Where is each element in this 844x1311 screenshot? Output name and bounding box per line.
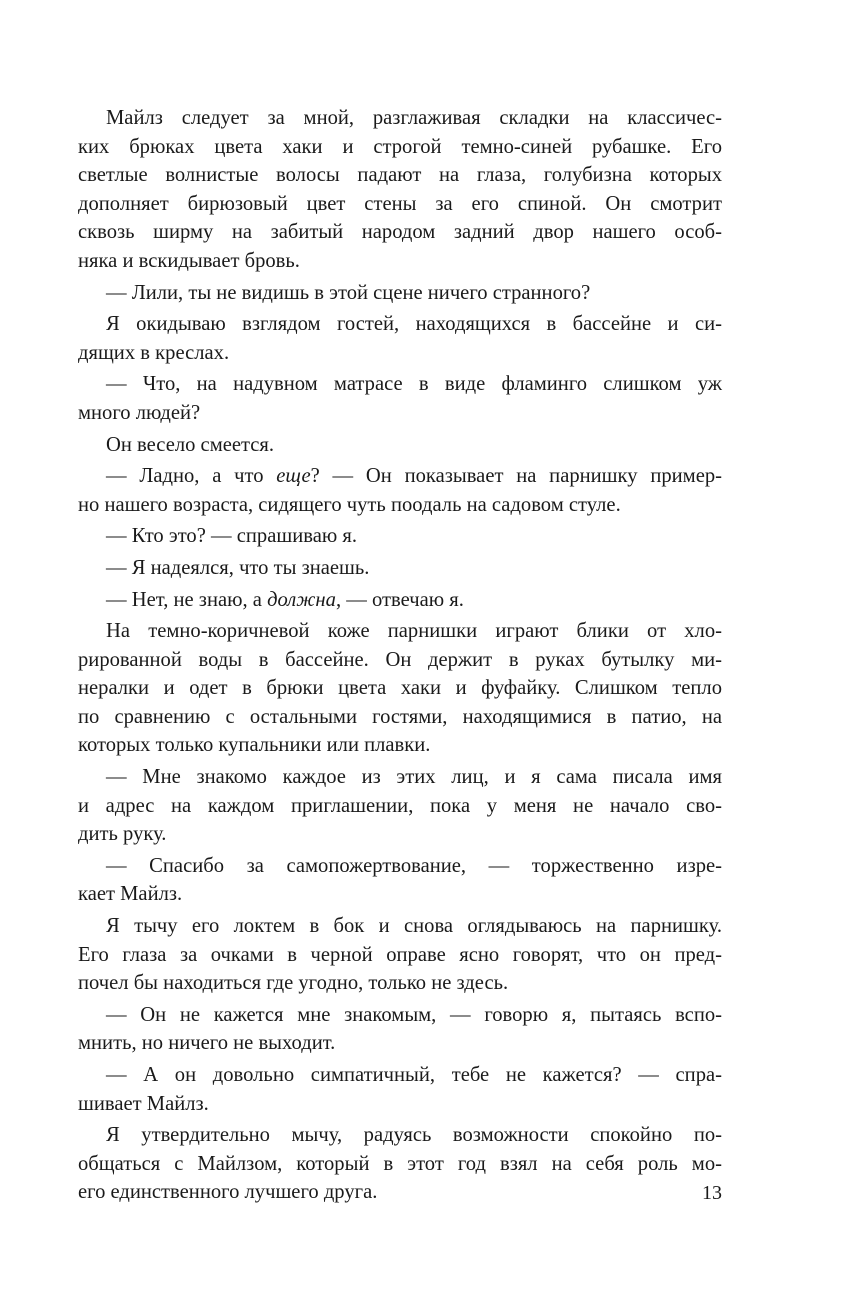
text-line: — А он довольно симпатичный, тебе не кажется? — спра- xyxy=(106,1064,722,1086)
text-line: Майлз следует за мной, разглаживая складки на классичес- xyxy=(106,107,722,129)
text-line: нералки и одет в брюки цвета хаки и фуфайку. Слишком тепло xyxy=(78,677,722,700)
text-line: много людей? xyxy=(78,401,201,424)
text-line: почел бы находиться где угодно, только не здесь. xyxy=(78,972,509,995)
text-line: — Что, на надувном матрасе в виде фламинго слишком уж xyxy=(106,373,722,396)
text-line: дополняет бирюзовый цвет стены за его спиной. Он смотрит xyxy=(78,192,722,215)
text-line: няка и вскидывает бровь. xyxy=(78,249,300,272)
text-line: ких брюках цвета хаки и строгой темно-синей рубашке. Его xyxy=(78,135,722,158)
text-line: — Кто это? — спрашиваю я. xyxy=(106,525,357,548)
text-line: — Мне знакомо каждое из этих лиц, и я сама писала имя xyxy=(106,766,722,789)
italic-text: еще xyxy=(276,465,311,488)
text-line: шивает Майлз. xyxy=(78,1092,209,1115)
text-line xyxy=(78,586,722,615)
text-line: рированной воды в бассейне. Он держит в руках бутылку ми- xyxy=(78,648,722,671)
text-line: — Он не кажется мне знакомым, — говорю я, пытаясь вспо- xyxy=(106,1003,722,1026)
text-line: Я тычу его локтем в бок и снова оглядываюсь на парнишку. xyxy=(106,915,722,938)
text-line: — Лили, ты не видишь в этой сцене ничего странного? xyxy=(106,281,591,304)
text-line: его единственного лучшего друга. xyxy=(78,1181,378,1204)
text-line: кает Майлз. xyxy=(78,883,183,906)
text-line xyxy=(78,462,722,491)
text-segment: , — отвечаю я. xyxy=(335,588,464,611)
text-line: дить руку. xyxy=(78,823,167,846)
text-line: — Спасибо за самопожертвование, — торжественно изре- xyxy=(106,854,722,877)
text-line: Он весело смеется. xyxy=(106,433,275,456)
text-segment: ? — Он показывает на парнишку пример- xyxy=(310,465,722,488)
text-line: общаться с Майлзом, который в этот год взял на себя роль мо- xyxy=(78,1152,722,1175)
text-line: Я утвердительно мычу, радуясь возможности спокойно по- xyxy=(106,1124,722,1147)
body-text xyxy=(78,104,722,1207)
text-line: по сравнению с остальными гостями, находящимися в патио, на xyxy=(78,705,722,728)
text-line: сквозь ширму на забитый народом задний двор нашего особ- xyxy=(78,221,722,244)
text-line: Я окидываю взглядом гостей, находящихся в бассейне и си- xyxy=(106,313,722,336)
text-line: мнить, но ничего не выходит. xyxy=(78,1032,336,1055)
text-line: дящих в креслах. xyxy=(78,341,230,364)
text-line: светлые волнистые волосы падают на глаза, голубизна которых xyxy=(78,164,722,187)
italic-text: должна xyxy=(267,588,336,611)
text-line: — Я надеялся, что ты знаешь. xyxy=(106,556,370,579)
text-segment: — Нет, не знаю, а xyxy=(106,588,268,611)
page-number: 13 xyxy=(702,1182,722,1204)
text-line: Его глаза за очками в черной оправе ясно говорят, что он пред- xyxy=(78,943,722,966)
text-line: На темно-коричневой коже парнишки играют блики от хло- xyxy=(106,620,722,643)
text-segment: — Ладно, а что xyxy=(106,465,277,488)
text-line: и адрес на каждом приглашении, пока у меня не начало сво- xyxy=(78,794,722,817)
text-line: но нашего возраста, сидящего чуть поодаль на садовом стуле. xyxy=(78,493,621,516)
text-line: которых только купальники или плавки. xyxy=(78,734,431,757)
